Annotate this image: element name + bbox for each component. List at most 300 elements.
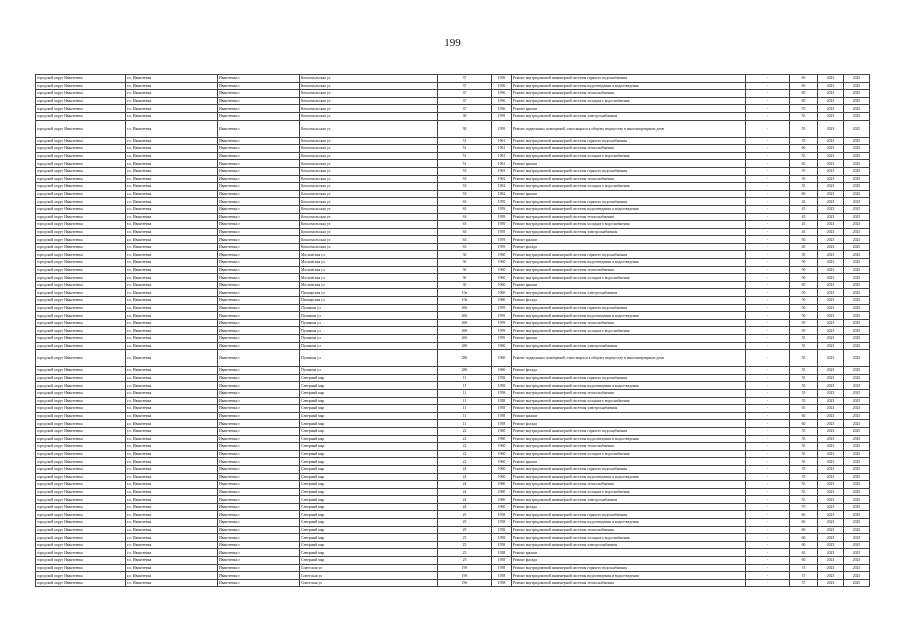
start-year-cell: 2023 [818,435,844,443]
district-cell: городской округ Ивантеевка [36,503,126,511]
start-year-cell: 2023 [818,183,844,191]
build-year-cell: 1960 [492,435,512,443]
municipality-cell: г.о. Ивантеевка [126,82,218,90]
district-cell: городской округ Ивантеевка [36,190,126,198]
locality-cell: Ивантеевка г [218,397,300,405]
table-row [36,82,870,90]
start-year-cell: 2023 [818,519,844,527]
street-cell: Пушкина ул [300,350,438,367]
start-year-cell: 2023 [818,75,844,83]
house-number-cell: 37 [438,97,492,105]
value-cell: 55 [790,175,818,183]
work-type-cell: Ремонт внутридомовой инженерной системы водоотведения и водоотведения [512,259,746,267]
table-row [36,319,870,327]
table-row [36,519,870,527]
end-year-cell: 2025 [844,397,870,405]
value-cell: 55 [790,137,818,145]
district-cell: городской округ Ивантеевка [36,382,126,390]
end-year-cell: 2025 [844,259,870,267]
value-cell: 55 [790,443,818,451]
value-cell: 50 [790,274,818,282]
street-cell: Северный мкр [300,382,438,390]
start-year-cell: 2023 [818,427,844,435]
build-year-cell: 1959 [492,327,512,335]
dash-cell: - [746,105,790,113]
street-cell: Московская ул [300,274,438,282]
house-number-cell: 63 [438,236,492,244]
build-year-cell: 1959 [492,112,512,120]
dash-cell: - [746,549,790,557]
table-body [36,75,870,587]
street-cell: Комсомольская ул [300,243,438,251]
work-type-cell: Ремонт фасада [512,243,746,251]
end-year-cell: 2025 [844,465,870,473]
dash-cell: - [746,443,790,451]
street-cell: Пушкина ул [300,304,438,312]
build-year-cell: 1956 [492,82,512,90]
locality-cell: Ивантеевка г [218,160,300,168]
start-year-cell: 2023 [818,496,844,504]
municipality-cell: г.о. Ивантеевка [126,259,218,267]
value-cell: 55 [790,488,818,496]
municipality-cell: г.о. Ивантеевка [126,420,218,428]
start-year-cell: 2023 [818,488,844,496]
locality-cell: Ивантеевка г [218,274,300,282]
end-year-cell: 2025 [844,145,870,153]
end-year-cell: 2025 [844,481,870,489]
value-cell: 55 [790,120,818,137]
start-year-cell: 2023 [818,350,844,367]
locality-cell: Ивантеевка г [218,557,300,565]
municipality-cell: г.о. Ивантеевка [126,350,218,367]
value-cell: 45 [790,213,818,221]
district-cell: городской округ Ивантеевка [36,75,126,83]
start-year-cell: 2023 [818,236,844,244]
locality-cell: Ивантеевка г [218,572,300,580]
house-number-cell: 11 [438,374,492,382]
value-cell: 55 [790,427,818,435]
table-row [36,342,870,350]
house-number-cell: 51 [438,152,492,160]
house-number-cell: 26б [438,319,492,327]
street-cell: Северный мкр [300,405,438,413]
end-year-cell: 2025 [844,137,870,145]
build-year-cell: 1958 [492,519,512,527]
start-year-cell: 2023 [818,450,844,458]
municipality-cell: г.о. Ивантеевка [126,137,218,145]
locality-cell: Ивантеевка г [218,389,300,397]
dash-cell: - [746,304,790,312]
table-row [36,205,870,213]
end-year-cell: 2025 [844,82,870,90]
table-row [36,198,870,206]
street-cell: Северный мкр [300,534,438,542]
dash-cell: - [746,183,790,191]
start-year-cell: 2023 [818,389,844,397]
district-cell: городской округ Ивантеевка [36,312,126,320]
work-type-cell: Ремонт внутридомовой инженерной системы водоотведения и водоотведения [512,82,746,90]
locality-cell: Ивантеевка г [218,198,300,206]
build-year-cell: 1960 [492,266,512,274]
district-cell: городской округ Ивантеевка [36,420,126,428]
street-cell: Комсомольская ул [300,221,438,229]
district-cell: городской округ Ивантеевка [36,458,126,466]
dash-cell: - [746,557,790,565]
work-type-cell: Ремонт внутридомовой инженерной системы водоотведения и водоотведения [512,382,746,390]
end-year-cell: 2025 [844,160,870,168]
locality-cell: Ивантеевка г [218,335,300,343]
district-cell: городской округ Ивантеевка [36,137,126,145]
work-type-cell: Ремонт внутридомовой инженерной системы горячего водоснабжения [512,251,746,259]
end-year-cell: 2025 [844,496,870,504]
work-type-cell: Ремонт внутридомовой инженерной системы горячего водоснабжения [512,167,746,175]
street-cell: Комсомольская ул [300,112,438,120]
dash-cell: - [746,435,790,443]
house-number-cell: 26б [438,312,492,320]
locality-cell: Ивантеевка г [218,443,300,451]
value-cell: 50 [790,259,818,267]
build-year-cell: 1958 [492,526,512,534]
district-cell: городской округ Ивантеевка [36,519,126,527]
work-type-cell: Ремонт внутридомовой инженерной системы горячего водоснабжения [512,511,746,519]
municipality-cell: г.о. Ивантеевка [126,541,218,549]
locality-cell: Ивантеевка г [218,450,300,458]
street-cell: Московская ул [300,281,438,289]
start-year-cell: 2023 [818,335,844,343]
municipality-cell: г.о. Ивантеевка [126,243,218,251]
municipality-cell: г.о. Ивантеевка [126,374,218,382]
value-cell: 55 [790,465,818,473]
locality-cell: Ивантеевка г [218,420,300,428]
municipality-cell: г.о. Ивантеевка [126,266,218,274]
house-number-cell: 25 [438,519,492,527]
street-cell: Северный мкр [300,496,438,504]
table-row [36,183,870,191]
work-type-cell: Ремонт внутридомовой инженерной системы теплоснабжения [512,481,746,489]
value-cell: 50 [790,251,818,259]
build-year-cell: 1960 [492,450,512,458]
dash-cell: - [746,541,790,549]
start-year-cell: 2023 [818,572,844,580]
build-year-cell: 1958 [492,541,512,549]
build-year-cell: 1959 [492,120,512,137]
street-cell: Комсомольская ул [300,152,438,160]
start-year-cell: 2023 [818,473,844,481]
table-row [36,335,870,343]
street-cell: Северный мкр [300,412,438,420]
table-row [36,175,870,183]
district-cell: городской округ Ивантеевка [36,496,126,504]
dash-cell: - [746,213,790,221]
work-type-cell: Ремонт фасада [512,420,746,428]
dash-cell: - [746,342,790,350]
locality-cell: Ивантеевка г [218,243,300,251]
work-type-cell: Ремонт фасада [512,557,746,565]
end-year-cell: 2025 [844,503,870,511]
work-type-cell: Ремонт внутридомовой инженерной системы горячего водоснабжения [512,137,746,145]
house-number-cell: 38 [438,120,492,137]
municipality-cell: г.о. Ивантеевка [126,435,218,443]
table-row [36,297,870,305]
dash-cell: - [746,397,790,405]
work-type-cell: Ремонт внутридомовой инженерной системы электроснабжения [512,405,746,413]
start-year-cell: 2023 [818,397,844,405]
district-cell: городской округ Ивантеевка [36,557,126,565]
district-cell: городской округ Ивантеевка [36,327,126,335]
start-year-cell: 2023 [818,319,844,327]
dash-cell: - [746,519,790,527]
dash-cell: - [746,205,790,213]
municipality-cell: г.о. Ивантеевка [126,251,218,259]
locality-cell: Ивантеевка г [218,382,300,390]
build-year-cell: 1960 [492,473,512,481]
house-number-cell: 10а [438,289,492,297]
start-year-cell: 2023 [818,481,844,489]
work-type-cell: Ремонт внутридомовой инженерной системы холодного водоснабжения [512,327,746,335]
locality-cell: Ивантеевка г [218,75,300,83]
build-year-cell: 1958 [492,382,512,390]
street-cell: Комсомольская ул [300,205,438,213]
work-type-cell: Ремонт фасада [512,503,746,511]
locality-cell: Ивантеевка г [218,152,300,160]
build-year-cell: 1960 [492,259,512,267]
work-type-cell: Ремонт внутридомовой инженерной системы горячего водоснабжения [512,374,746,382]
work-type-cell: Ремонт крыши [512,335,746,343]
municipality-cell: г.о. Ивантеевка [126,297,218,305]
build-year-cell: 1959 [492,221,512,229]
dash-cell: - [746,511,790,519]
street-cell: Северный мкр [300,427,438,435]
district-cell: городской округ Ивантеевка [36,488,126,496]
build-year-cell: 1959 [492,243,512,251]
dash-cell: - [746,473,790,481]
street-cell: Комсомольская ул [300,190,438,198]
build-year-cell: 1958 [492,564,512,572]
house-number-cell: 26б [438,335,492,343]
work-type-cell: Ремонт внутридомовой инженерной системы теплоснабжения [512,389,746,397]
street-cell: Комсомольская ул [300,183,438,191]
table-row [36,496,870,504]
value-cell: 55 [790,435,818,443]
house-number-cell: 24 [438,496,492,504]
street-cell: Северный мкр [300,473,438,481]
table-row [36,137,870,145]
district-cell: городской округ Ивантеевка [36,160,126,168]
district-cell: городской округ Ивантеевка [36,534,126,542]
table-row [36,274,870,282]
house-number-cell: 63 [438,198,492,206]
build-year-cell: 1956 [492,90,512,98]
municipality-cell: г.о. Ивантеевка [126,205,218,213]
work-type-cell: Ремонт внутридомовой инженерной системы горячего водоснабжения [512,427,746,435]
table-row [36,511,870,519]
municipality-cell: г.о. Ивантеевка [126,167,218,175]
dash-cell: - [746,137,790,145]
house-number-cell: 22 [438,427,492,435]
district-cell: городской округ Ивантеевка [36,259,126,267]
locality-cell: Ивантеевка г [218,90,300,98]
municipality-cell: г.о. Ивантеевка [126,534,218,542]
table-row [36,327,870,335]
municipality-cell: г.о. Ивантеевка [126,382,218,390]
district-cell: городской округ Ивантеевка [36,198,126,206]
build-year-cell: 1961 [492,160,512,168]
street-cell: Комсомольская ул [300,75,438,83]
build-year-cell: 1959 [492,228,512,236]
dash-cell: - [746,90,790,98]
locality-cell: Ивантеевка г [218,481,300,489]
start-year-cell: 2023 [818,458,844,466]
start-year-cell: 2023 [818,120,844,137]
dash-cell: - [746,167,790,175]
locality-cell: Ивантеевка г [218,297,300,305]
value-cell: 60 [790,519,818,527]
table-row [36,420,870,428]
street-cell: Северный мкр [300,511,438,519]
district-cell: городской округ Ивантеевка [36,572,126,580]
district-cell: городской округ Ивантеевка [36,350,126,367]
build-year-cell: 1959 [492,304,512,312]
build-year-cell: 1958 [492,511,512,519]
municipality-cell: г.о. Ивантеевка [126,190,218,198]
street-cell: Комсомольская ул [300,97,438,105]
municipality-cell: г.о. Ивантеевка [126,465,218,473]
value-cell: 50 [790,297,818,305]
work-type-cell: Ремонт внутридомовой инженерной системы горячего водоснабжения [512,564,746,572]
start-year-cell: 2023 [818,90,844,98]
municipality-cell: г.о. Ивантеевка [126,175,218,183]
street-cell: Комсомольская ул [300,175,438,183]
municipality-cell: г.о. Ивантеевка [126,412,218,420]
build-year-cell: 1959 [492,205,512,213]
municipality-cell: г.о. Ивантеевка [126,458,218,466]
municipality-cell: г.о. Ивантеевка [126,213,218,221]
start-year-cell: 2023 [818,374,844,382]
table-row [36,112,870,120]
locality-cell: Ивантеевка г [218,304,300,312]
district-cell: городской округ Ивантеевка [36,389,126,397]
page-number: 199 [444,37,461,49]
dash-cell: - [746,120,790,137]
locality-cell: Ивантеевка г [218,312,300,320]
district-cell: городской округ Ивантеевка [36,511,126,519]
table-row [36,526,870,534]
end-year-cell: 2025 [844,236,870,244]
municipality-cell: г.о. Ивантеевка [126,97,218,105]
value-cell: 55 [790,167,818,175]
house-number-cell: 51 [438,160,492,168]
table-row [36,367,870,375]
street-cell: Комсомольская ул [300,160,438,168]
value-cell: 50 [790,304,818,312]
work-type-cell: Ремонт внутридомовой инженерной системы горячего водоснабжения [512,75,746,83]
municipality-cell: г.о. Ивантеевка [126,549,218,557]
street-cell: Северный мкр [300,557,438,565]
value-cell: 70 [790,105,818,113]
start-year-cell: 2023 [818,342,844,350]
municipality-cell: г.о. Ивантеевка [126,473,218,481]
district-cell: городской округ Ивантеевка [36,281,126,289]
build-year-cell: 1958 [492,572,512,580]
dash-cell: - [746,175,790,183]
build-year-cell: 1958 [492,412,512,420]
locality-cell: Ивантеевка г [218,213,300,221]
dash-cell: - [746,420,790,428]
build-year-cell: 1961 [492,152,512,160]
municipality-cell: г.о. Ивантеевка [126,526,218,534]
house-number-cell: 51 [438,137,492,145]
build-year-cell: 1956 [492,97,512,105]
dash-cell: - [746,534,790,542]
work-type-cell: Ремонт крыши [512,458,746,466]
value-cell: 45 [790,205,818,213]
build-year-cell: 1960 [492,427,512,435]
build-year-cell: 1960 [492,281,512,289]
build-year-cell: 1959 [492,236,512,244]
street-cell: Пушкина ул [300,327,438,335]
dash-cell: - [746,458,790,466]
locality-cell: Ивантеевка г [218,579,300,587]
end-year-cell: 2025 [844,382,870,390]
locality-cell: Ивантеевка г [218,259,300,267]
district-cell: городской округ Ивантеевка [36,319,126,327]
table-row [36,251,870,259]
end-year-cell: 2025 [844,112,870,120]
locality-cell: Ивантеевка г [218,435,300,443]
build-year-cell: 1960 [492,350,512,367]
house-number-cell: 38 [438,112,492,120]
value-cell: 60 [790,190,818,198]
district-cell: городской округ Ивантеевка [36,465,126,473]
locality-cell: Ивантеевка г [218,496,300,504]
start-year-cell: 2023 [818,564,844,572]
house-number-cell: 28б [438,367,492,375]
build-year-cell: 1958 [492,397,512,405]
work-type-cell: Ремонт внутридомовой инженерной системы водоотведения и водоотведения [512,572,746,580]
start-year-cell: 2023 [818,198,844,206]
district-cell: городской округ Ивантеевка [36,152,126,160]
house-number-cell: 10а [438,297,492,305]
locality-cell: Ивантеевка г [218,549,300,557]
value-cell: 55 [790,481,818,489]
table-row [36,397,870,405]
start-year-cell: 2023 [818,205,844,213]
street-cell: Северный мкр [300,503,438,511]
locality-cell: Ивантеевка г [218,405,300,413]
work-type-cell: Ремонт крыши [512,190,746,198]
street-cell: Комсомольская ул [300,145,438,153]
street-cell: Северный мкр [300,481,438,489]
work-type-cell: Ремонт внутридомовой инженерной системы водоотведения и водоотведения [512,435,746,443]
municipality-cell: г.о. Ивантеевка [126,481,218,489]
table-row [36,97,870,105]
build-year-cell: 1962 [492,183,512,191]
district-cell: городской округ Ивантеевка [36,167,126,175]
house-number-cell: 37 [438,75,492,83]
work-type-cell: Ремонт внутридомовой инженерной системы электроснабжения [512,112,746,120]
street-cell: Комсомольская ул [300,236,438,244]
municipality-cell: г.о. Ивантеевка [126,342,218,350]
table-row [36,579,870,587]
value-cell: 55 [790,183,818,191]
locality-cell: Ивантеевка г [218,526,300,534]
work-type-cell: Ремонт внутридомовой инженерной системы теплоснабжения [512,443,746,451]
locality-cell: Ивантеевка г [218,367,300,375]
start-year-cell: 2023 [818,541,844,549]
work-type-cell: Ремонт внутридомовой инженерной системы горячего водоснабжения [512,465,746,473]
district-cell: городской округ Ивантеевка [36,97,126,105]
table-row [36,488,870,496]
